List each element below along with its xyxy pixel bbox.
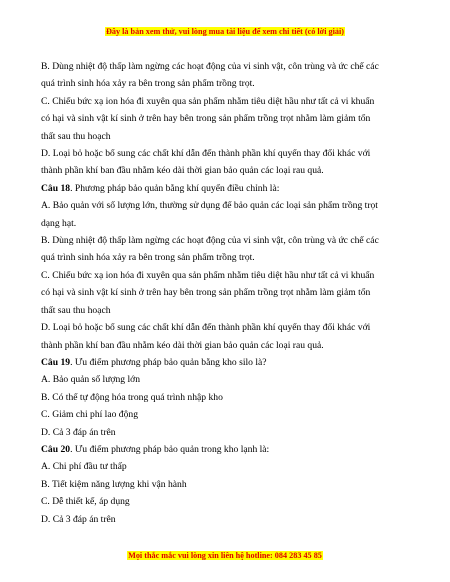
question-label: Câu 19 xyxy=(41,356,71,368)
text-line: C. Chiếu bức xạ ion hóa đi xuyên qua sản phẩm nhằm tiêu diệt hầu như tất cả vi khuẩn xyxy=(41,269,375,281)
text-line: dạng hạt. xyxy=(41,217,77,229)
document-body xyxy=(41,58,413,528)
text-line: B. Dùng nhiệt độ thấp làm ngừng các hoạt động của vi sinh vật, côn trùng và ức chế các xyxy=(41,61,379,72)
answer-option: A. Chi phí đầu tư thấp xyxy=(41,461,127,473)
text-line: thành phần khí ban đầu nhằm kéo dài thời gian bảo quản các loại rau quả. xyxy=(41,339,324,351)
question-label: Câu 20 xyxy=(41,443,71,455)
answer-option: D. Cả 3 đáp án trên xyxy=(41,513,116,525)
text-line: quá trình sinh hóa xảy ra bên trong sản phẩm trồng trọt. xyxy=(41,78,255,90)
answer-option: B. Có thể tự động hóa trong quá trình nhập kho xyxy=(41,391,223,403)
answer-option: B. Tiết kiệm năng lượng khi vận hành xyxy=(41,478,187,490)
question-text: . Ưu điểm phương pháp bảo quản bằng kho silo là? xyxy=(70,356,267,368)
answer-option: C. Dễ thiết kế, áp dụng xyxy=(41,496,130,508)
preview-notice-text: Đây là bản xem thử, vui lòng mua tài liệu để xem chi tiết (có lời giải) xyxy=(105,27,344,36)
question-text: . Phương pháp bảo quản bằng khí quyển điều chỉnh là: xyxy=(70,182,280,194)
text-line: D. Loại bỏ hoặc bổ sung các chất khí dẫn đến thành phần khí quyển thay đổi khác với xyxy=(41,148,371,160)
text-line: D. Loại bỏ hoặc bổ sung các chất khí dẫn đến thành phần khí quyển thay đổi khác với xyxy=(41,322,371,334)
question-20 xyxy=(41,441,413,458)
text-line: thất sau thu hoạch xyxy=(41,304,111,316)
text-line: C. Chiếu bức xạ ion hóa đi xuyên qua sản phẩm nhằm tiêu diệt hầu như tất cả vi khuẩn xyxy=(41,95,375,107)
text-line: quá trình sinh hóa xảy ra bên trong sản phẩm trồng trọt. xyxy=(41,252,255,264)
question-text: . Ưu điểm phương pháp bảo quản trong kho lạnh là: xyxy=(70,443,270,455)
answer-option: D. Cả 3 đáp án trên xyxy=(41,426,116,438)
question-label: Câu 18 xyxy=(41,182,71,194)
hotline-banner xyxy=(0,551,450,561)
hotline-text: Mọi thắc mắc vui lòng xin liên hệ hotline: 084 283 45 85 xyxy=(128,551,322,560)
answer-option: C. Giảm chi phí lao động xyxy=(41,409,138,421)
text-line: có hại và sinh vật kí sinh ở trên hay bên trong sản phẩm trồng trọt nhằm làm giảm tổn xyxy=(41,113,371,125)
text-line: thất sau thu hoạch xyxy=(41,130,111,142)
answer-option: A. Bảo quản số lượng lớn xyxy=(41,374,141,386)
question-18 xyxy=(41,180,413,197)
text-line: A. Bảo quản với số lượng lớn, thường sử dụng để bảo quản các loại sản phẩm trồng trọt xyxy=(41,200,378,212)
text-line: có hại và sinh vật kí sinh ở trên hay bên trong sản phẩm trồng trọt nhằm làm giảm tổn xyxy=(41,287,371,299)
text-line: thành phần khí ban đầu nhằm kéo dài thời gian bảo quản các loại rau quả. xyxy=(41,165,324,177)
preview-notice-banner xyxy=(0,27,450,37)
question-19 xyxy=(41,354,413,371)
text-line: B. Dùng nhiệt độ thấp làm ngừng các hoạt động của vi sinh vật, côn trùng và ức chế các xyxy=(41,235,379,247)
